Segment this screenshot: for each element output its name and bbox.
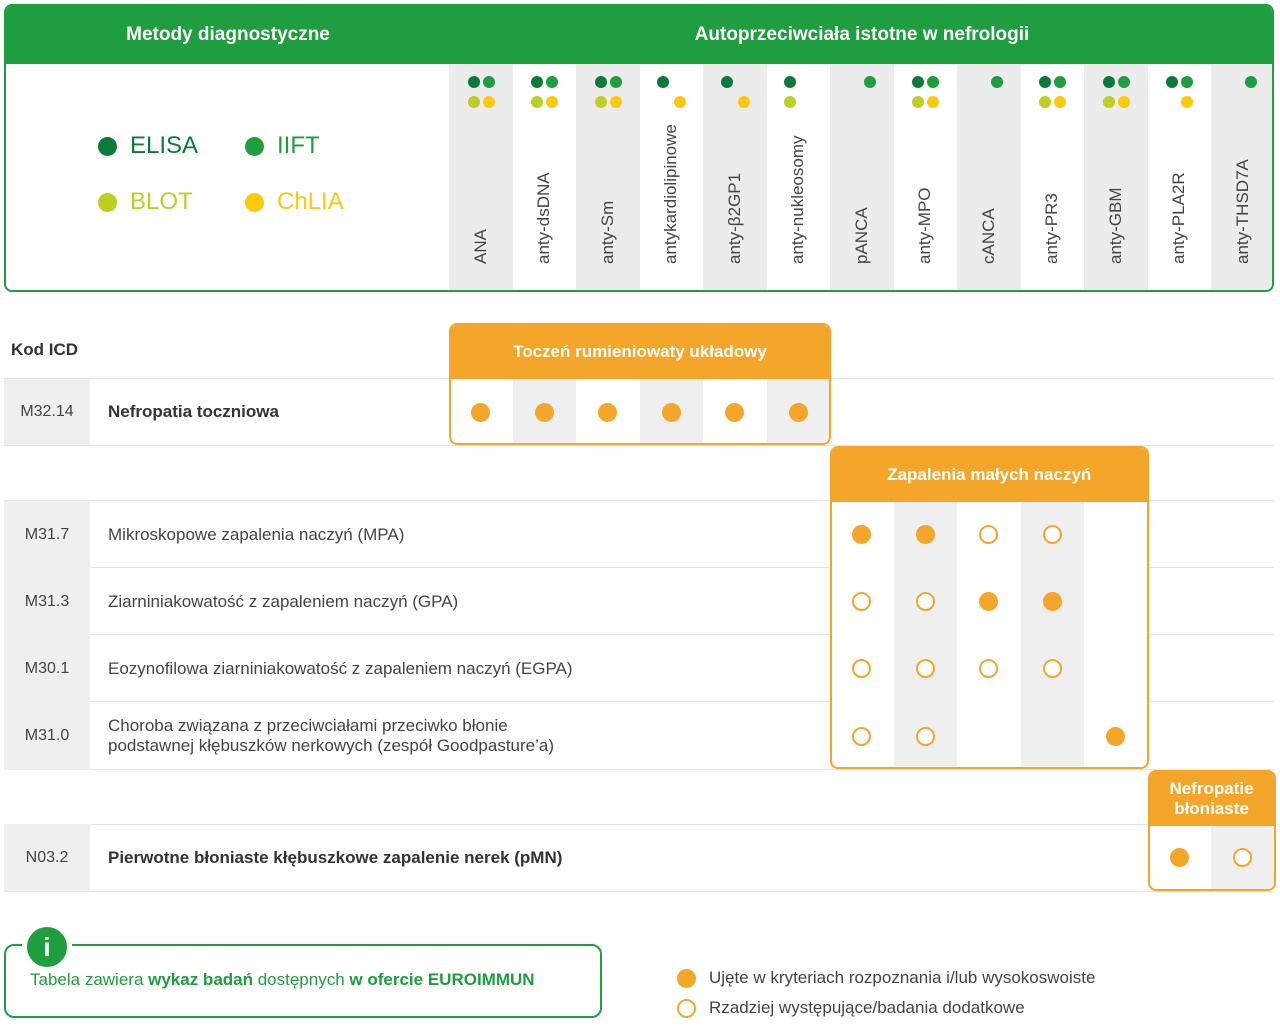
icd-code: M30.1 — [4, 635, 90, 702]
icd-code: M32.14 — [4, 379, 90, 445]
antibody-name: anty-PLA2R — [1169, 172, 1189, 264]
primary-marker — [916, 525, 935, 544]
method-dot-iift — [1054, 76, 1066, 88]
antibody-name: anty-MPO — [915, 187, 935, 264]
method-dot-elisa — [1103, 76, 1115, 88]
disease-group-title: Zapalenia małych naczyń — [832, 448, 1147, 502]
antibody-label — [1101, 104, 1131, 284]
method-dot-elisa — [784, 76, 796, 88]
secondary-marker — [1043, 659, 1062, 678]
disease-group-title: Toczeń rumieniowaty układowy — [451, 325, 829, 379]
info-text: Tabela zawiera wykaz badań dostępnych w ofercie EUROIMMUN — [30, 970, 535, 989]
secondary-marker — [916, 727, 935, 746]
antibody-name: anty-nukleosomy — [788, 135, 808, 264]
method-dot-elisa — [595, 76, 607, 88]
method-legend-dot — [245, 193, 264, 212]
full-mark-legend-icon — [677, 969, 696, 988]
antibody-name: anty-Sm — [597, 200, 617, 264]
antibody-label — [974, 104, 1004, 284]
method-dot-elisa — [657, 76, 669, 88]
antibody-label — [1228, 104, 1258, 284]
primary-marker — [725, 403, 744, 422]
disease-description: Mikroskopowe zapalenia naczyń (MPA) — [108, 524, 405, 544]
method-dot-iift — [991, 76, 1003, 88]
method-legend-label: ELISA — [130, 132, 199, 159]
disease-group-title: Nefropatie błoniaste — [1150, 772, 1274, 826]
primary-marker — [1106, 727, 1125, 746]
antibody-methods-panel — [4, 4, 1274, 292]
antibodies-title: Autoprzeciwciała istotne w nefrologii — [694, 24, 1030, 45]
method-dot-iift — [610, 76, 622, 88]
primary-marker — [1043, 592, 1062, 611]
empty-mark-legend-label: Rzadziej występujące/badania dodatkowe — [709, 998, 1025, 1017]
method-dot-iift — [864, 76, 876, 88]
antibody-label — [466, 104, 496, 284]
row-divider — [4, 891, 1274, 892]
method-dot-iift — [1245, 76, 1257, 88]
icd-code: M31.0 — [4, 702, 90, 770]
antibody-label — [593, 104, 623, 284]
antibody-label — [656, 104, 686, 284]
icd-code: N03.2 — [4, 824, 90, 891]
method-dot-iift — [546, 76, 558, 88]
antibody-label — [783, 104, 813, 284]
method-legend-label: ChLIA — [277, 188, 344, 215]
primary-marker — [662, 403, 681, 422]
disease-description: Nefropatia toczniowa — [108, 402, 279, 421]
disease-group-box — [449, 323, 831, 445]
method-dot-iift — [1118, 76, 1130, 88]
secondary-marker — [1043, 525, 1062, 544]
antibody-name: anty-GBM — [1105, 187, 1125, 264]
antibody-name: anty-dsDNA — [534, 172, 554, 264]
disease-description — [108, 702, 554, 770]
full-mark-legend-label: Ujęte w kryteriach rozpoznania i/lub wysokoswoiste — [709, 968, 1096, 987]
method-dot-elisa — [531, 76, 543, 88]
primary-marker — [789, 403, 808, 422]
antibody-label — [720, 104, 750, 284]
method-legend-dot — [98, 137, 117, 156]
disease-group-box — [1148, 770, 1276, 891]
antibody-label — [1037, 104, 1067, 284]
primary-marker — [598, 403, 617, 422]
method-dot-elisa — [1039, 76, 1051, 88]
description-line: Choroba związana z przeciwciałami przeciwko błonie — [108, 716, 508, 735]
antibody-name: pANCA — [851, 207, 871, 264]
method-legend-label: IIFT — [277, 132, 320, 159]
primary-marker — [471, 403, 490, 422]
method-dot-iift — [1181, 76, 1193, 88]
antibody-name: antykardiolipinowe — [661, 124, 681, 264]
primary-marker — [535, 403, 554, 422]
method-legend-dot — [98, 193, 117, 212]
disease-description: Ziarniniakowatość z zapaleniem naczyń (GPA) — [108, 591, 459, 611]
antibody-name: cANCA — [978, 208, 998, 264]
antibody-label — [910, 104, 940, 284]
panel-header — [6, 6, 1272, 64]
method-dot-iift — [483, 76, 495, 88]
info-icon: i — [22, 922, 72, 972]
antibody-label — [847, 104, 877, 284]
icd-code-header: Kod ICD — [11, 340, 79, 359]
methods-title: Metody diagnostyczne — [126, 24, 330, 45]
secondary-marker — [916, 659, 935, 678]
secondary-marker — [852, 727, 871, 746]
disease-description: Pierwotne błoniaste kłębuszkowe zapalenie nerek (pMN) — [108, 847, 563, 867]
method-dot-elisa — [468, 76, 480, 88]
method-legend-label: BLOT — [130, 188, 193, 215]
description-line: podstawnej kłębuszków nerkowych (zespół Goodpasture’a) — [108, 736, 555, 755]
disease-description: Eozynofilowa ziarniniakowatość z zapaleniem naczyń (EGPA) — [108, 658, 573, 678]
method-dot-elisa — [912, 76, 924, 88]
method-legend-dot — [245, 137, 264, 156]
antibody-name: anty-PR3 — [1042, 193, 1062, 264]
primary-marker — [1170, 848, 1189, 867]
method-dot-iift — [927, 76, 939, 88]
antibody-label — [529, 104, 559, 284]
method-dot-elisa — [1166, 76, 1178, 88]
icd-code: M31.3 — [4, 568, 90, 635]
antibody-label — [1164, 104, 1194, 284]
secondary-marker — [916, 592, 935, 611]
method-dot-elisa — [721, 76, 733, 88]
empty-mark-legend-icon — [677, 999, 696, 1018]
antibody-name: ANA — [470, 229, 490, 264]
icd-code: M31.7 — [4, 501, 90, 568]
antibody-name: anty-β2GP1 — [724, 172, 744, 264]
antibody-name: anty-THSD7A — [1232, 159, 1252, 264]
